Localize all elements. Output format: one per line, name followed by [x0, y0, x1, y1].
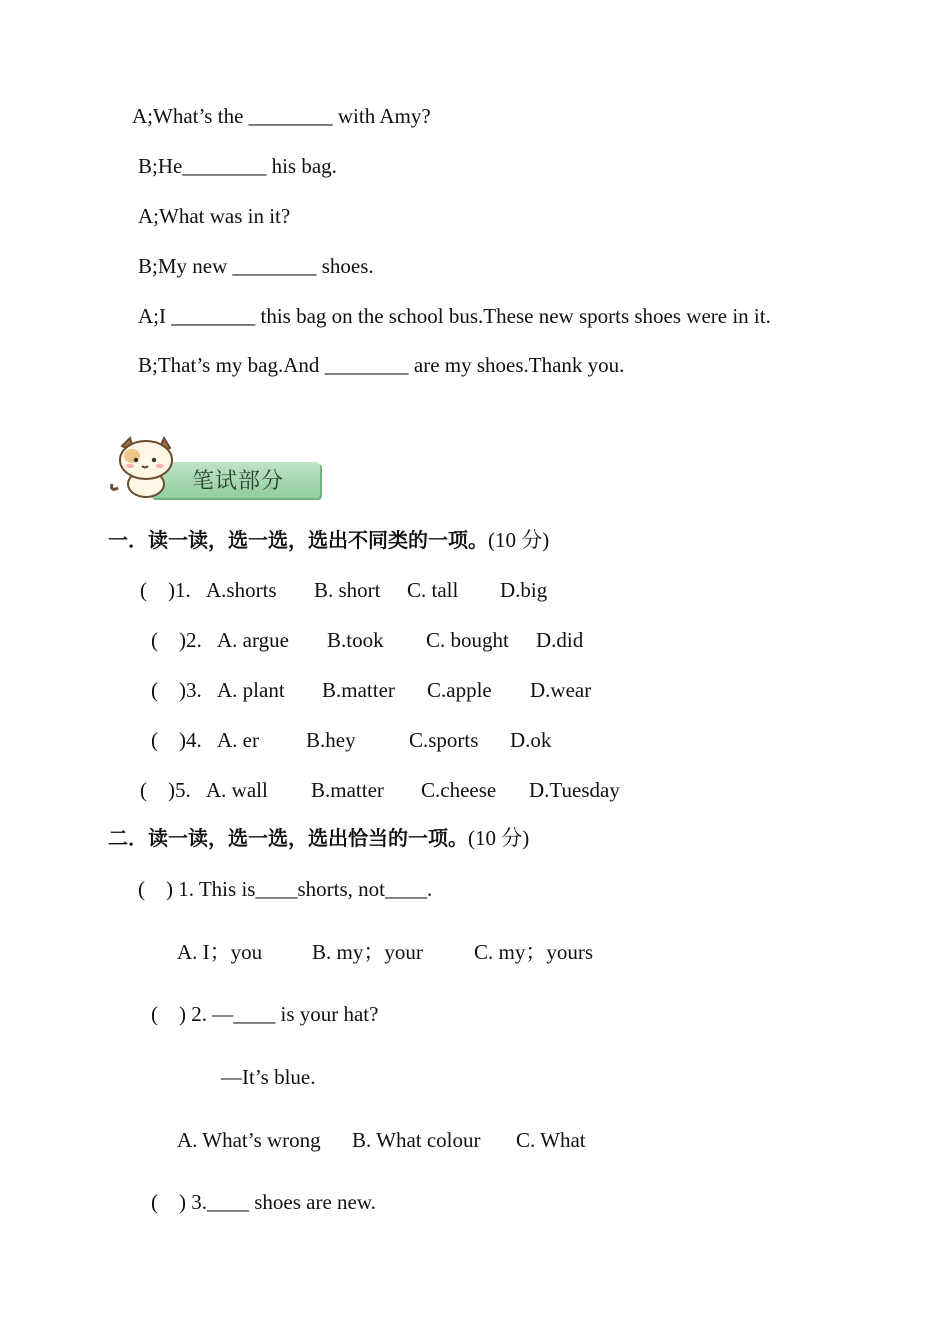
section2-title: 二．读一读，选一选，选出恰当的一项。: [108, 826, 468, 850]
question-2-option-c: C. What: [516, 1128, 586, 1152]
question-1-stem: ( ) 1. This is____shorts, not____.: [138, 877, 433, 901]
section1-heading: [108, 527, 549, 553]
dialogue-line-5: A;I ________ this bag on the school bus.These new sports shoes were in it.: [138, 304, 771, 328]
option-b: B. short: [314, 578, 381, 602]
item-number: ( )1.: [140, 578, 191, 602]
option-c: C.cheese: [421, 778, 497, 802]
item-number: ( )4.: [151, 728, 202, 752]
option-c: C.sports: [409, 728, 479, 752]
dialogue-line-4: B;My new ________ shoes.: [138, 254, 374, 278]
option-d: D.ok: [510, 728, 552, 752]
question-1-option-a: A. I；you: [177, 940, 263, 964]
section2-points: (10 分): [468, 826, 530, 850]
option-a: A. argue: [217, 628, 289, 652]
dialogue-line-1: A;What’s the ________ with Amy?: [132, 104, 431, 128]
option-b: B.hey: [306, 728, 356, 752]
option-d: D.big: [500, 578, 548, 602]
option-b: B.matter: [322, 678, 395, 702]
cat-mascot-icon: [108, 436, 180, 500]
dialogue-line-2: B;He________ his bag.: [138, 154, 337, 178]
question-1-option-b: B. my；your: [312, 940, 423, 964]
section2-heading: [108, 825, 529, 851]
section-banner: [108, 436, 328, 502]
option-d: D.Tuesday: [529, 778, 620, 802]
banner-label: 笔试部分: [192, 469, 285, 494]
item-number: ( )5.: [140, 778, 191, 802]
question-2-stem: ( ) 2. —____ is your hat?: [151, 1002, 379, 1026]
question-2-option-b: B. What colour: [352, 1128, 481, 1152]
section1-points: (10 分): [488, 528, 550, 552]
option-d: D.did: [536, 628, 584, 652]
question-1-option-c: C. my；yours: [474, 940, 594, 964]
option-d: D.wear: [530, 678, 592, 702]
option-a: A. er: [217, 728, 259, 752]
question-2-reply: —It’s blue.: [221, 1065, 316, 1089]
section1-title: 一．读一读，选一选，选出不同类的一项。: [108, 528, 488, 552]
dialogue-line-3: A;What was in it?: [138, 204, 291, 228]
option-a: A.shorts: [206, 578, 277, 602]
question-2-option-a: A. What’s wrong: [177, 1128, 321, 1152]
option-b: B.matter: [311, 778, 384, 802]
item-number: ( )3.: [151, 678, 202, 702]
option-b: B.took: [327, 628, 384, 652]
option-c: C. bought: [426, 628, 509, 652]
item-number: ( )2.: [151, 628, 202, 652]
option-c: C. tall: [407, 578, 459, 602]
option-a: A. plant: [217, 678, 285, 702]
option-c: C.apple: [427, 678, 492, 702]
question-3-stem: ( ) 3.____ shoes are new.: [151, 1190, 376, 1214]
option-a: A. wall: [206, 778, 268, 802]
dialogue-line-6: B;That’s my bag.And ________ are my shoes.Thank you.: [138, 353, 625, 377]
